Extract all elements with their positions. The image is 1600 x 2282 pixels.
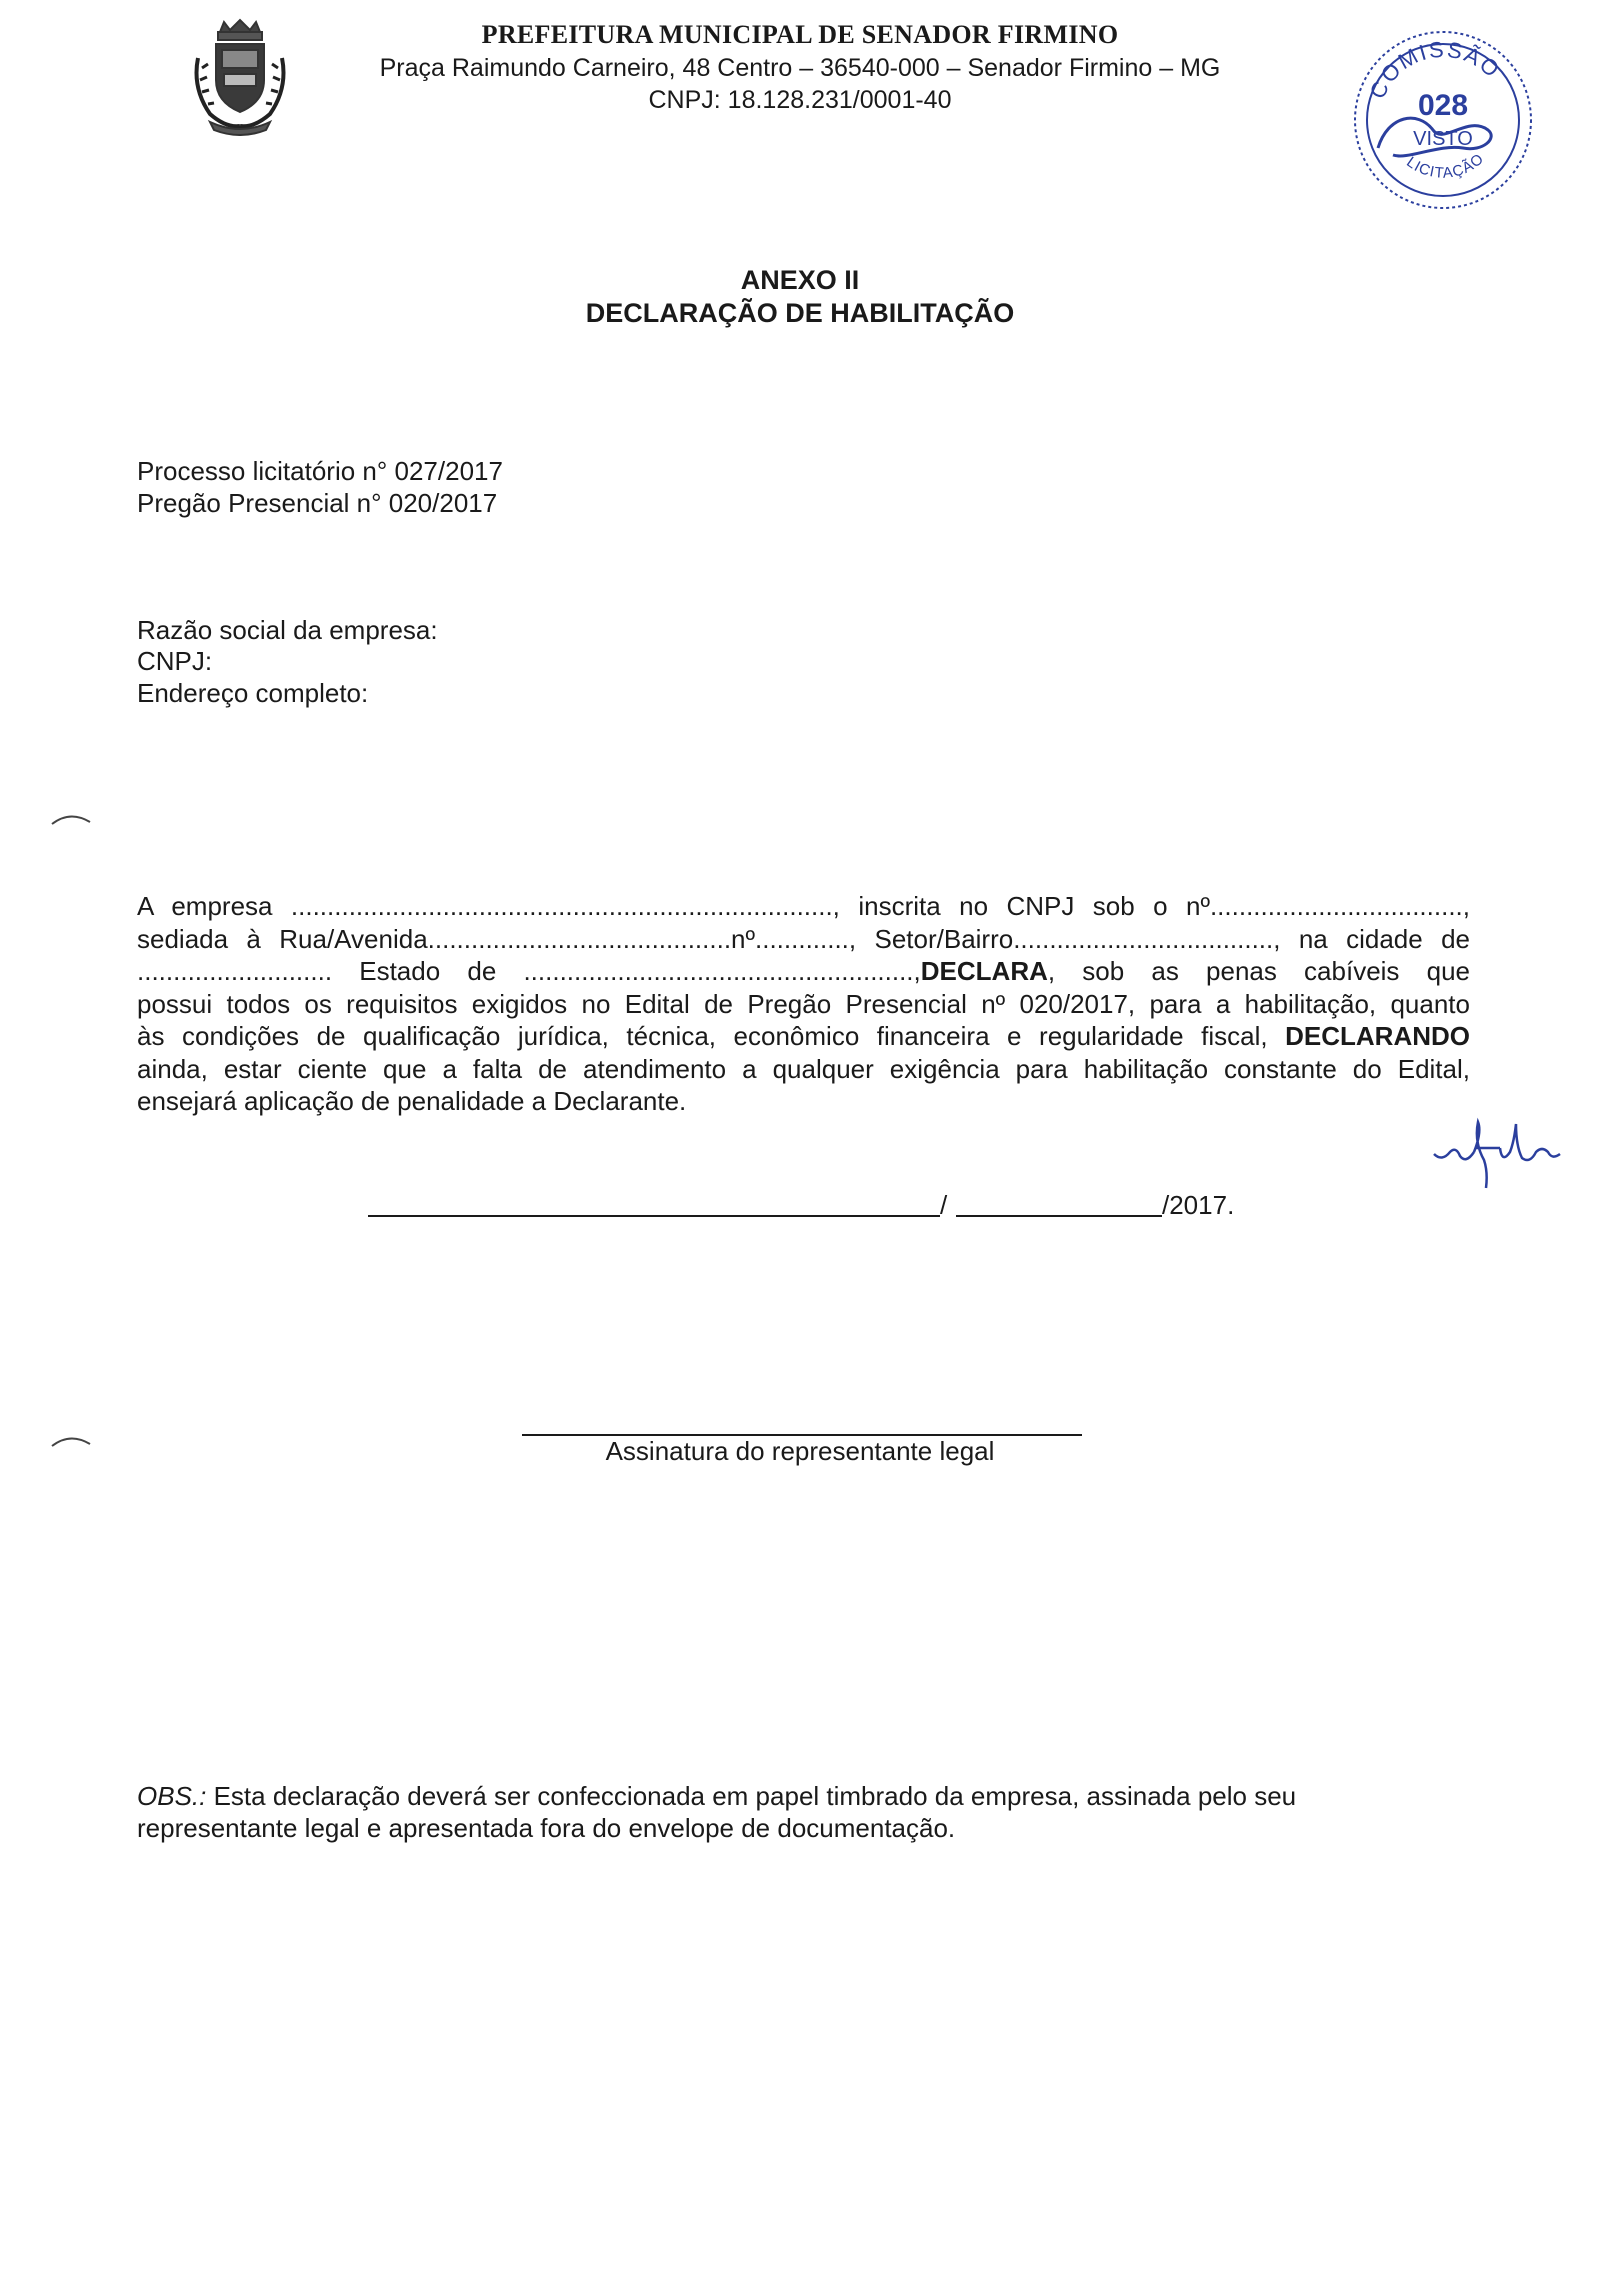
date-day-month-line <box>368 1215 940 1217</box>
declaration-line: ainda, estar ciente que a falta de atendimento a qualquer exigência para habilitação constante do Edital, <box>137 1053 1470 1084</box>
declaration-line: ........................... Estado de ......................................................,DECLARA, sob as penas cabíveis que <box>137 956 1471 986</box>
pregao-number: Pregão Presencial n° 020/2017 <box>137 488 498 518</box>
company-address-field: Endereço completo: <box>137 678 369 708</box>
declara-bold: DECLARA <box>920 956 1048 986</box>
date-separator: / <box>940 1190 948 1220</box>
annex-title: ANEXO II <box>740 265 860 295</box>
declaration-line: sediada à Rua/Avenida..........................................nº............., Setor/Bairro...................................., na cidade de <box>137 923 1470 954</box>
company-name-field: Razão social da empresa: <box>137 615 438 645</box>
declaration-line: ensejará aplicação de penalidade a Declarante. <box>137 1086 687 1116</box>
header-institution-name: PREFEITURA MUNICIPAL DE SENADOR FIRMINO <box>481 20 1119 49</box>
date-year: /2017. <box>1162 1190 1235 1220</box>
observation-note <box>137 1780 1437 1844</box>
declaration-paragraph <box>137 890 1470 1118</box>
company-cnpj-field: CNPJ: <box>137 646 213 676</box>
signature-label: Assinatura do representante legal <box>605 1436 995 1466</box>
date-month-line <box>956 1215 1162 1217</box>
header-cnpj: CNPJ: 18.128.231/0001-40 <box>648 86 952 114</box>
obs-text: Esta declaração deverá ser confeccionada em papel timbrado da empresa, assinada pelo seu representante legal e apresentada fora do envelope de documentação. <box>137 1781 1297 1843</box>
margin-punch-mark <box>50 808 94 828</box>
process-number: Processo licitatório n° 027/2017 <box>137 456 503 486</box>
stamp-visto: VISTO <box>1413 128 1473 150</box>
declaration-title: DECLARAÇÃO DE HABILITAÇÃO <box>585 298 1015 328</box>
stamp-number: 028 <box>1417 89 1469 122</box>
stamp-bottom-text: LICITAÇÃO <box>1403 150 1488 182</box>
declaration-line: às condições de qualificação jurídica, técnica, econômico financeira e regularidade fiscal, DECLARANDO <box>137 1021 1470 1051</box>
declaration-line: A empresa ..........................................................................., inscrita no CNPJ sob o nº..................................., <box>137 891 1470 921</box>
stamp-top-text: COMISSÃO <box>1364 36 1506 103</box>
commission-stamp <box>1348 20 1538 220</box>
header-address: Praça Raimundo Carneiro, 48 Centro – 36540-000 – Senador Firmino – MG <box>379 54 1221 82</box>
handwritten-initials <box>1430 1112 1580 1192</box>
obs-label: OBS.: <box>137 1781 207 1811</box>
declarando-bold: DECLARANDO <box>1285 1021 1470 1051</box>
declaration-line: possui todos os requisitos exigidos no Edital de Pregão Presencial nº 020/2017, para a habilitação, quanto <box>137 988 1470 1019</box>
margin-punch-mark <box>50 1430 94 1450</box>
